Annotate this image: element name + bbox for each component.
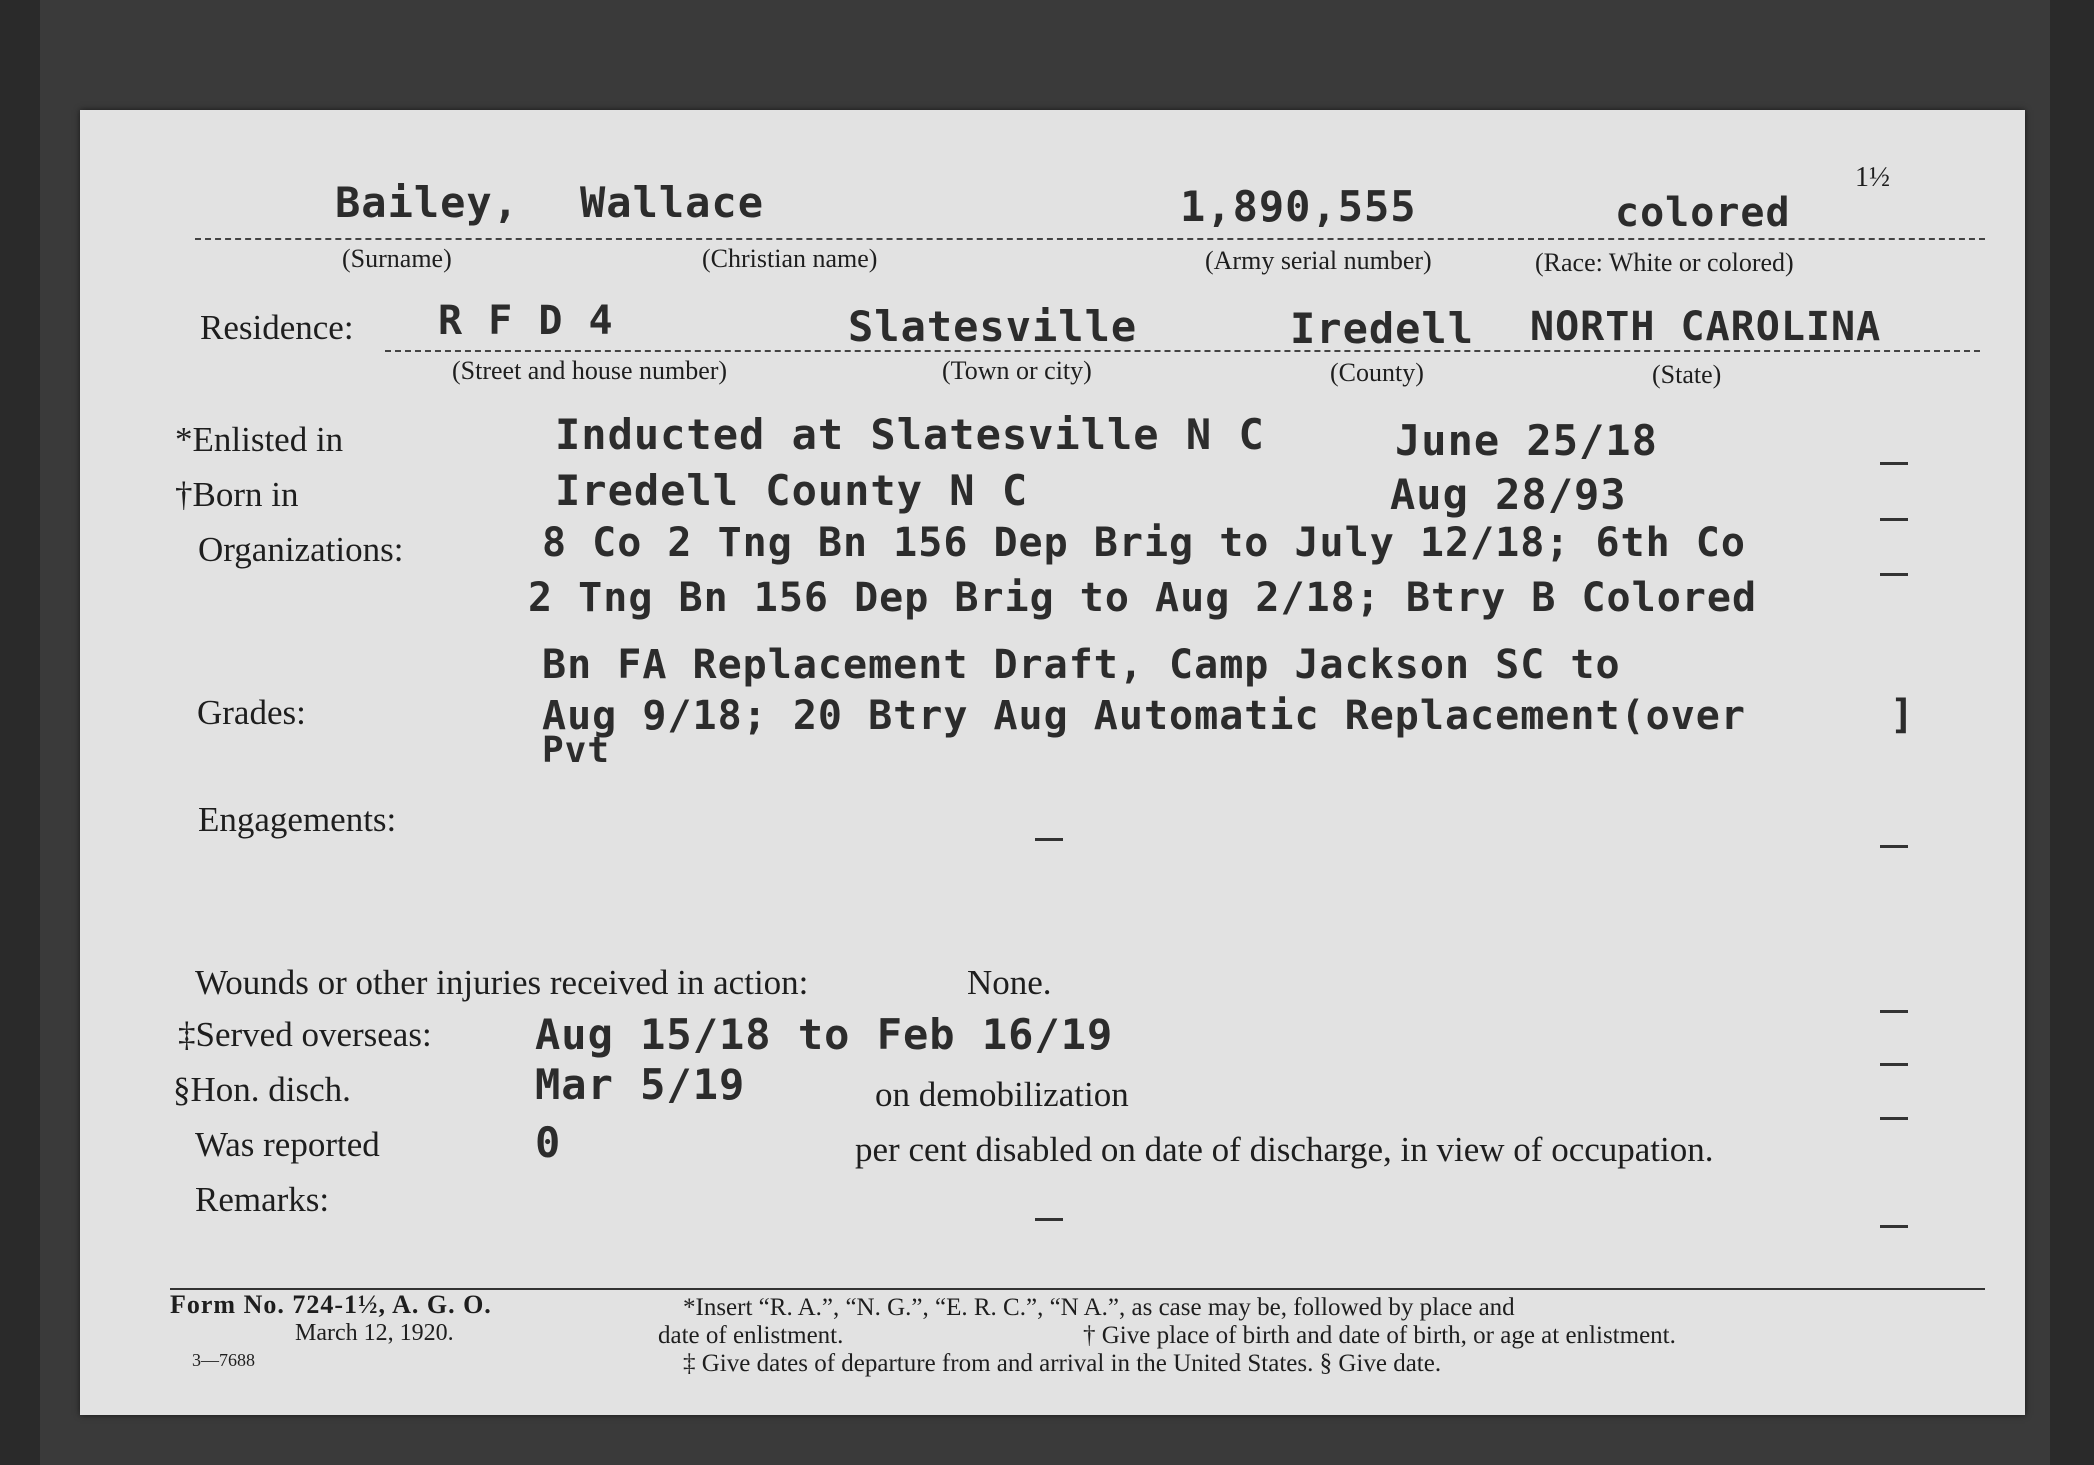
state-value: NORTH CAROLINA xyxy=(1530,304,1882,350)
enlisted-value: Inducted at Slatesville N C xyxy=(555,410,1265,459)
remarks-label: Remarks: xyxy=(195,1180,330,1219)
born-value: Iredell County N C xyxy=(555,466,1029,515)
served-overseas-label: ‡Served overseas: xyxy=(178,1015,432,1054)
header-dotted-line xyxy=(195,238,1985,240)
town-value: Slatesville xyxy=(848,302,1138,351)
grades-value: Pvt xyxy=(542,730,611,771)
race-value: colored xyxy=(1615,190,1791,236)
surname-caption: (Surname) xyxy=(342,244,452,273)
margin-tick xyxy=(1035,1218,1063,1221)
organizations-line-1: 8 Co 2 Tng Bn 156 Dep Brig to July 12/18; 6th Co xyxy=(542,520,1746,566)
margin-tick xyxy=(1035,838,1063,841)
christian-name-caption: (Christian name) xyxy=(702,244,878,273)
christian-name-value: Wallace xyxy=(580,178,765,227)
serial-number-caption: (Army serial number) xyxy=(1205,246,1432,275)
organizations-line-4: Aug 9/18; 20 Btry Aug Automatic Replacement(over xyxy=(542,693,1746,739)
margin-tick xyxy=(1880,1010,1908,1013)
form-number: Form No. 724-1½, A. G. O. xyxy=(170,1290,492,1319)
margin-tick xyxy=(1880,845,1908,848)
grades-label: Grades: xyxy=(197,693,306,732)
margin-bracket: ] xyxy=(1890,692,1916,738)
wounds-value: None. xyxy=(967,963,1052,1002)
footnote-line-2b: † Give place of birth and date of birth, or age at enlistment. xyxy=(1083,1322,1676,1349)
wounds-label: Wounds or other injuries received in action: xyxy=(195,963,809,1002)
organizations-line-3: Bn FA Replacement Draft, Camp Jackson SC to xyxy=(542,642,1621,688)
reported-note: per cent disabled on date of discharge, in view of occupation. xyxy=(855,1130,1714,1169)
card-corner-mark: 1½ xyxy=(1855,162,1890,193)
county-caption: (County) xyxy=(1330,358,1424,387)
hon-disch-value: Mar 5/19 xyxy=(535,1060,746,1109)
form-date: March 12, 1920. xyxy=(295,1320,454,1346)
engagements-label: Engagements: xyxy=(198,800,397,839)
street-value: R F D 4 xyxy=(438,298,614,344)
residence-dotted-line xyxy=(385,350,1980,352)
enlisted-date: June 25/18 xyxy=(1395,416,1658,465)
residence-label: Residence: xyxy=(200,308,354,347)
margin-tick xyxy=(1880,573,1908,576)
margin-tick xyxy=(1880,1063,1908,1066)
state-caption: (State) xyxy=(1652,360,1722,389)
born-date: Aug 28/93 xyxy=(1390,470,1627,519)
footnote-line-2a: date of enlistment. xyxy=(658,1322,844,1349)
surname-value: Bailey, xyxy=(335,178,520,227)
county-value: Iredell xyxy=(1290,304,1475,353)
margin-tick xyxy=(1880,1225,1908,1228)
margin-tick xyxy=(1880,518,1908,521)
background-left-edge xyxy=(0,0,40,1465)
hon-disch-note: on demobilization xyxy=(875,1075,1129,1114)
organizations-label: Organizations: xyxy=(198,530,404,569)
hon-disch-label: §Hon. disch. xyxy=(173,1070,351,1109)
enlisted-label: *Enlisted in xyxy=(175,420,344,459)
race-caption: (Race: White or colored) xyxy=(1535,248,1794,277)
margin-tick xyxy=(1880,462,1908,465)
street-caption: (Street and house number) xyxy=(452,356,728,385)
reported-value: 0 xyxy=(535,1118,562,1167)
serial-number-value: 1,890,555 xyxy=(1180,182,1417,231)
margin-tick xyxy=(1880,1117,1908,1120)
reported-label: Was reported xyxy=(195,1125,380,1164)
service-record-card xyxy=(80,110,2025,1415)
served-overseas-value: Aug 15/18 to Feb 16/19 xyxy=(535,1010,1114,1059)
footnote-line-3: ‡ Give dates of departure from and arrival in the United States. § Give date. xyxy=(683,1350,1442,1377)
print-code: 3—7688 xyxy=(192,1350,255,1370)
footnote-line-1: *Insert “R. A.”, “N. G.”, “E. R. C.”, “N A.”, as case may be, followed by place and xyxy=(683,1294,1515,1321)
organizations-line-2: 2 Tng Bn 156 Dep Brig to Aug 2/18; Btry B Colored xyxy=(528,575,1758,621)
background-right-edge xyxy=(2050,0,2094,1465)
town-caption: (Town or city) xyxy=(942,356,1092,385)
born-label: †Born in xyxy=(175,475,299,514)
